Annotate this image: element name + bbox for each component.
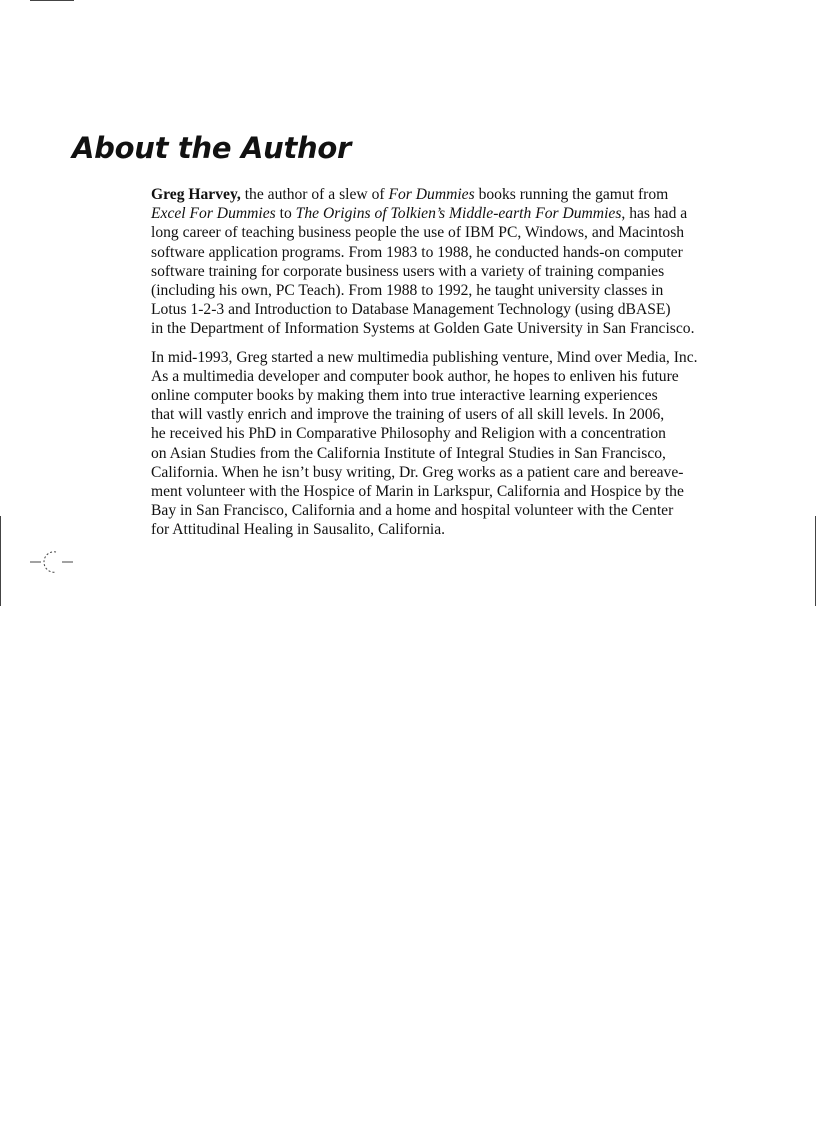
- text-line: [151, 424, 763, 443]
- text-line: [151, 204, 763, 223]
- text-segment: to: [275, 205, 296, 223]
- text-line: [151, 262, 763, 281]
- author-name: Greg Harvey,: [151, 186, 241, 203]
- text-segment: long career of teaching business people the use of IBM PC, Windows, and Macintosh: [151, 224, 685, 242]
- text-line: [151, 405, 763, 424]
- text-segment: Bay in San Francisco, California and a home and hospital volunteer with the Center: [151, 502, 674, 520]
- text-segment: he received his PhD in Comparative Philosophy and Religion with a concentration: [151, 425, 666, 443]
- text-segment: Lotus 1-2-3 and Introduction to Database Management Technology (using dBASE): [151, 301, 671, 319]
- text-segment: that will vastly enrich and improve the training of users of all skill levels. In 2006,: [151, 406, 665, 424]
- text-segment: ment volunteer with the Hospice of Marin in Larkspur, California and Hospice by the: [151, 483, 684, 501]
- bio-paragraph: [151, 185, 763, 339]
- book-title: The Origins of Tolkien’s Middle-earth For Dummies: [295, 205, 622, 223]
- registration-mark-icon: [28, 548, 78, 576]
- text-segment: California. When he isn’t busy writing, Dr. Greg works as a patient care and bereave-: [151, 463, 684, 481]
- text-segment: software application programs. From 1983 to 1988, he conducted hands-on computer: [151, 243, 683, 261]
- page-title: About the Author: [72, 131, 352, 165]
- text-line: [151, 319, 763, 338]
- text-segment: software training for corporate business users with a variety of training companies: [151, 262, 665, 280]
- text-line: [151, 243, 763, 262]
- text-line: [151, 300, 763, 319]
- text-segment: the author of a slew of: [240, 186, 389, 203]
- text-line: [151, 386, 763, 405]
- book-title: For Dummies: [388, 186, 475, 203]
- book-title: Excel For Dummies: [151, 205, 276, 223]
- text-line: [151, 444, 763, 463]
- text-line: [151, 520, 763, 539]
- text-line: [151, 367, 763, 386]
- text-segment: for Attitudinal Healing in Sausalito, California.: [151, 521, 446, 539]
- text-line: [151, 482, 763, 501]
- text-segment: on Asian Studies from the California Institute of Integral Studies in San Francisco,: [151, 444, 666, 462]
- text-segment: (including his own, PC Teach). From 1988 to 1992, he taught university classes in: [151, 282, 664, 300]
- text-segment: , has had a: [621, 205, 688, 223]
- crop-mark-left: [0, 516, 1, 606]
- text-segment: in the Department of Information Systems at Golden Gate University in San Francisco.: [151, 320, 695, 338]
- crop-mark-top: [30, 0, 74, 1]
- text-segment: online computer books by making them into true interactive learning experiences: [151, 387, 658, 405]
- text-line: [151, 223, 763, 242]
- text-line: [151, 185, 763, 204]
- bio-paragraph: [151, 348, 763, 540]
- author-bio: [151, 185, 763, 549]
- text-segment: books running the gamut from: [474, 186, 669, 203]
- text-line: [151, 348, 763, 367]
- text-segment: In mid-1993, Greg started a new multimedia publishing venture, Mind over Media, Inc.: [151, 348, 698, 366]
- text-segment: As a multimedia developer and computer book author, he hopes to enliven his future: [151, 367, 679, 385]
- text-line: [151, 463, 763, 482]
- text-line: [151, 281, 763, 300]
- text-line: [151, 501, 763, 520]
